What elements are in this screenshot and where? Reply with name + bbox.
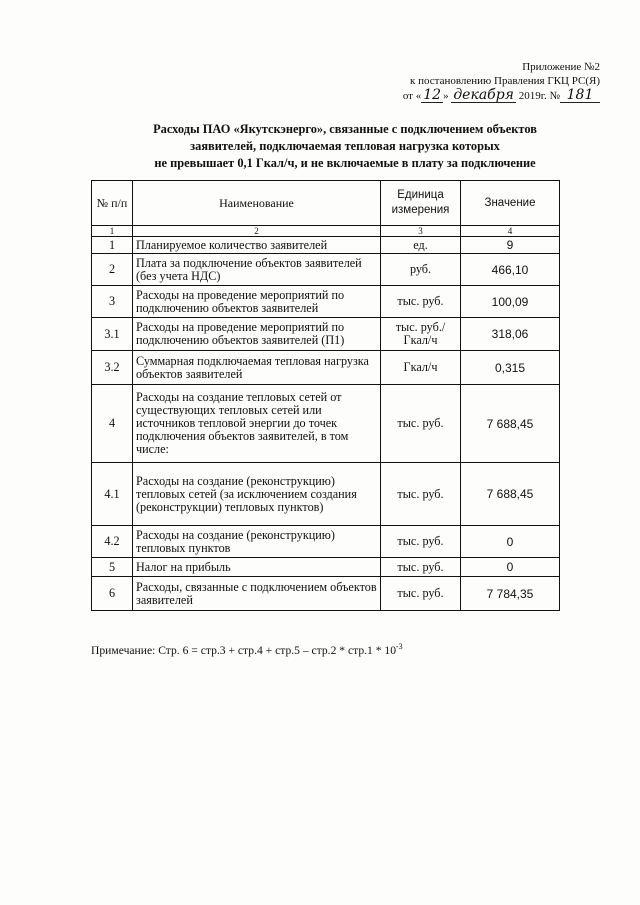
costs-table [91, 180, 560, 611]
footnote-text: Примечание: Стр. 6 = стр.3 + стр.4 + стр.5 – стр.2 * стр.1 * 10 [91, 643, 397, 657]
row-unit: тыс. руб. [381, 286, 461, 318]
row-name: Налог на прибыль [133, 558, 381, 577]
table-row [92, 526, 560, 558]
footnote-exponent: -3 [396, 642, 403, 651]
row-name: Расходы на создание (реконструкцию) тепловых пунктов [133, 526, 381, 558]
date-quote-close: » [443, 90, 449, 102]
table-row [92, 558, 560, 577]
handwritten-number: 181 [560, 88, 600, 103]
column-index-row [92, 226, 560, 237]
row-value: 7 688,45 [461, 385, 560, 463]
row-unit: тыс. руб. [381, 577, 461, 611]
appendix-resolution: к постановлению Правления ГКЦ РС(Я) [410, 75, 600, 87]
title-line-3: не превышает 0,1 Гкал/ч, и не включаемые в плату за подключение [154, 156, 536, 170]
column-index: 3 [381, 226, 461, 237]
table-row [92, 351, 560, 385]
row-unit: тыс. руб. [381, 526, 461, 558]
row-unit: тыс. руб. [381, 558, 461, 577]
row-num: 4 [92, 385, 133, 463]
title-line-2: заявителей, подключаемая тепловая нагрузка которых [190, 139, 500, 153]
row-num: 2 [92, 254, 133, 286]
appendix-title: Приложение №2 [522, 61, 600, 73]
row-name: Расходы на проведение мероприятий по подключению объектов заявителей [133, 286, 381, 318]
row-num: 5 [92, 558, 133, 577]
row-name: Планируемое количество заявителей [133, 237, 381, 254]
row-num: 4.1 [92, 463, 133, 526]
row-name: Расходы на создание тепловых сетей от существующих тепловых сетей или источников тепловой энергии до точек подключения объектов заявителей, в том числе: [133, 385, 381, 463]
handwritten-day: 12 [423, 87, 442, 103]
header-name: Наименование [133, 181, 381, 226]
header-value: Значение [461, 181, 560, 226]
table-row [92, 577, 560, 611]
row-num: 3.2 [92, 351, 133, 385]
header-num: № п/п [92, 181, 133, 226]
table-row [92, 385, 560, 463]
column-index: 4 [461, 226, 560, 237]
row-unit: ед. [381, 237, 461, 254]
date-year: 2019г. № [518, 90, 560, 102]
row-unit: руб. [381, 254, 461, 286]
handwritten-month: декабря [453, 87, 514, 103]
row-unit: тыс. руб. [381, 463, 461, 526]
title-line-1: Расходы ПАО «Якутскэнерго», связанные с подключением объектов [153, 122, 537, 136]
column-index: 1 [92, 226, 133, 237]
row-name: Плата за подключение объектов заявителей (без учета НДС) [133, 254, 381, 286]
table-row [92, 286, 560, 318]
table-row [92, 254, 560, 286]
row-num: 4.2 [92, 526, 133, 558]
row-value: 0,315 [461, 351, 560, 385]
row-value: 100,09 [461, 286, 560, 318]
row-unit: Гкал/ч [381, 351, 461, 385]
date-prefix: от « [402, 90, 422, 102]
column-index: 2 [133, 226, 381, 237]
row-num: 6 [92, 577, 133, 611]
appendix-date-line [403, 88, 600, 103]
row-name: Расходы на проведение мероприятий по подключению объектов заявителей (П1) [133, 318, 381, 351]
row-unit: тыс. руб. [381, 385, 461, 463]
row-value: 0 [461, 526, 560, 558]
table-row [92, 237, 560, 254]
row-value: 466,10 [461, 254, 560, 286]
table-header-row [92, 181, 560, 226]
row-unit: тыс. руб./ Гкал/ч [381, 318, 461, 351]
row-num: 3.1 [92, 318, 133, 351]
row-value: 7 784,35 [461, 577, 560, 611]
row-num: 1 [92, 237, 133, 254]
row-num: 3 [92, 286, 133, 318]
table-row [92, 318, 560, 351]
row-name: Расходы на создание (реконструкцию) тепловых сетей (за исключением создания (реконструкции) тепловых пунктов) [133, 463, 381, 526]
row-value: 0 [461, 558, 560, 577]
row-name: Расходы, связанные с подключением объектов заявителей [133, 577, 381, 611]
row-name: Суммарная подключаемая тепловая нагрузка объектов заявителей [133, 351, 381, 385]
table-row [92, 463, 560, 526]
row-value: 9 [461, 237, 560, 254]
footnote [91, 642, 403, 657]
document-title [100, 121, 590, 172]
header-unit: Единица измерения [381, 181, 461, 226]
row-value: 318,06 [461, 318, 560, 351]
row-value: 7 688,45 [461, 463, 560, 526]
appendix-header [403, 60, 600, 103]
